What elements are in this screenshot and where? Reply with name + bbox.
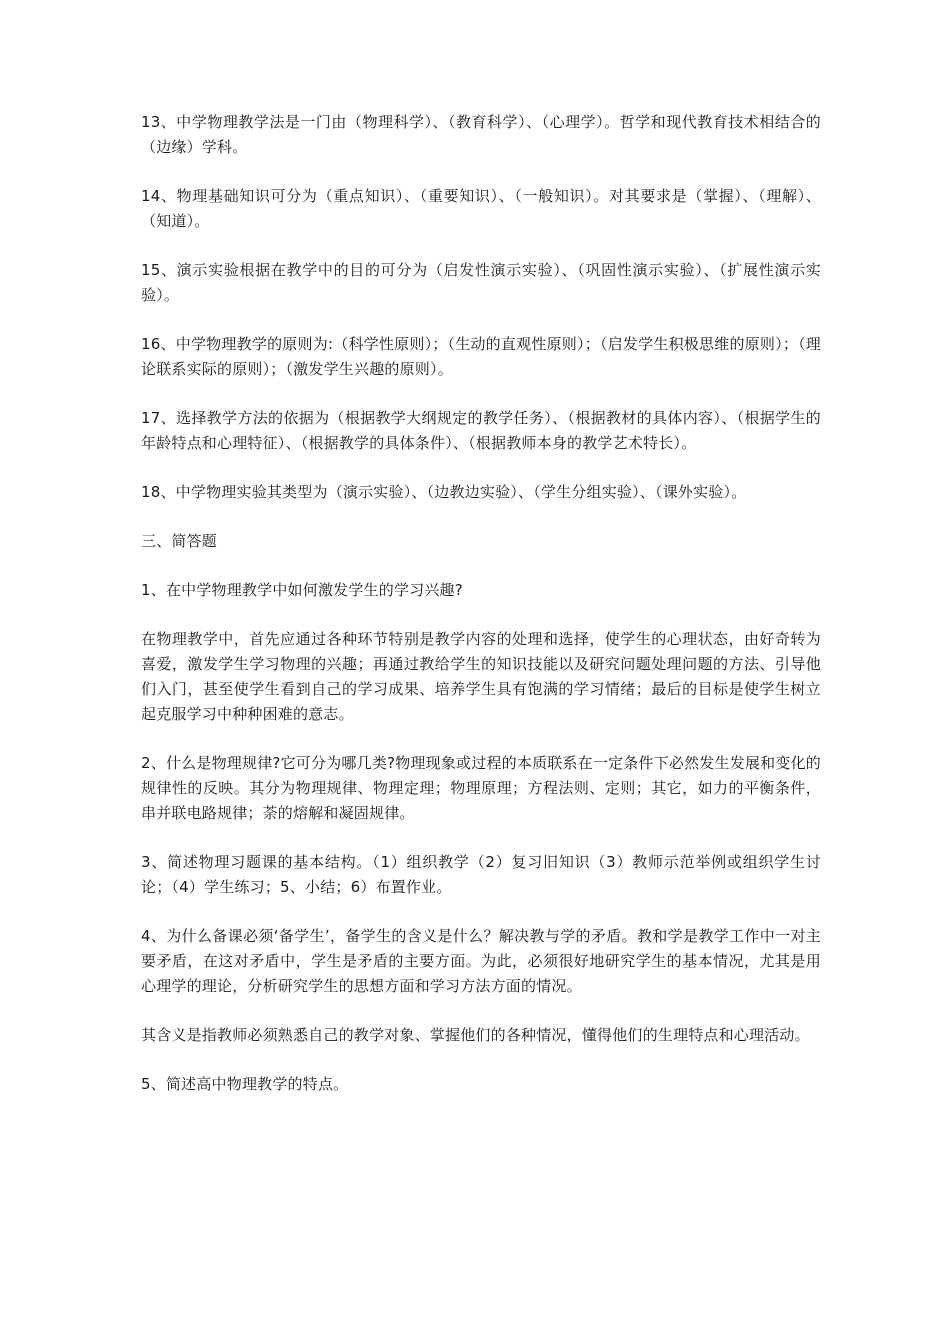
fill-blank-item-17: 17、选择教学方法的依据为（根据教学大纲规定的教学任务）、（根据教材的具体内容）、（根据学生的年龄特点和心理特征）、（根据教学的具体条件）、（根据教师本身的教学艺术特长）。: [141, 409, 821, 452]
question-1: 1、在中学物理教学中如何激发学生的学习兴趣?: [141, 581, 463, 599]
section-heading: 三、简答题: [141, 532, 218, 550]
fill-blank-item-18: 18、中学物理实验其类型为（演示实验）、（边教边实验）、（学生分组实验）、（课外实验）。: [141, 483, 747, 501]
document-page: [141, 110, 821, 1121]
question-answer-2: 2、什么是物理规律?它可分为哪几类?物理现象或过程的本质联系在一定条件下必然发生发展和变化的规律性的反映。其分为物理规律、物理定理；物理原理；方程法则、定则；其它，如力的平衡条件，串并联电路规律；荼的熔解和凝固规律。: [141, 754, 821, 822]
fill-blank-item-16: 16、中学物理教学的原则为:（科学性原则）；（生动的直观性原则）；（启发学生积极思维的原则）；（理论联系实际的原则）；（激发学生兴趣的原则）。: [141, 335, 821, 378]
question-answer-3: 3、简述物理习题课的基本结构。（1）组织教学（2）复习旧知识（3）教师示范举例或组织学生讨论；（4）学生练习；5、小结；6）布置作业。: [141, 853, 821, 896]
fill-blank-item-13: 13、中学物理教学法是一门由（物理科学）、（教育科学）、（心理学）。哲学和现代教育技术相结合的（边缘）学科。: [141, 113, 821, 156]
fill-blank-item-14: 14、物理基础知识可分为（重点知识）、（重要知识）、（一般知识）。对其要求是（掌握）、（理解）、（知道）。: [141, 187, 821, 230]
answer-1: 在物理教学中，首先应通过各种环节特别是教学内容的处理和选择，使学生的心理状态，由好奇转为喜爱，激发学生学习物理的兴趣；再通过教给学生的知识技能以及研究问题处理问题的方法、引导他们入门，甚至使学生看到自己的学习成果、培养学生具有饱满的学习情绪；最后的目标是使学生树立起克服学习中种种困难的意志。: [141, 630, 821, 723]
question-answer-4: 4、为什么备课必须‘备学生’，备学生的含义是什么？解决教与学的矛盾。教和学是教学工作中一对主要矛盾，在这对矛盾中，学生是矛盾的主要方面。为此，必须很好地研究学生的基本情况，尤其是用心理学的理论，分析研究学生的思想方面和学习方法方面的情况。: [141, 927, 821, 995]
question-5: 5、简述高中物理教学的特点。: [141, 1075, 349, 1093]
answer-4-continued: 其含义是指教师必须熟悉自己的教学对象、掌握他们的各种情况，懂得他们的生理特点和心理活动。: [141, 1026, 810, 1044]
fill-blank-item-15: 15、演示实验根据在教学中的目的可分为（启发性演示实验）、（巩固性演示实验）、（扩展性演示实验）。: [141, 261, 821, 304]
